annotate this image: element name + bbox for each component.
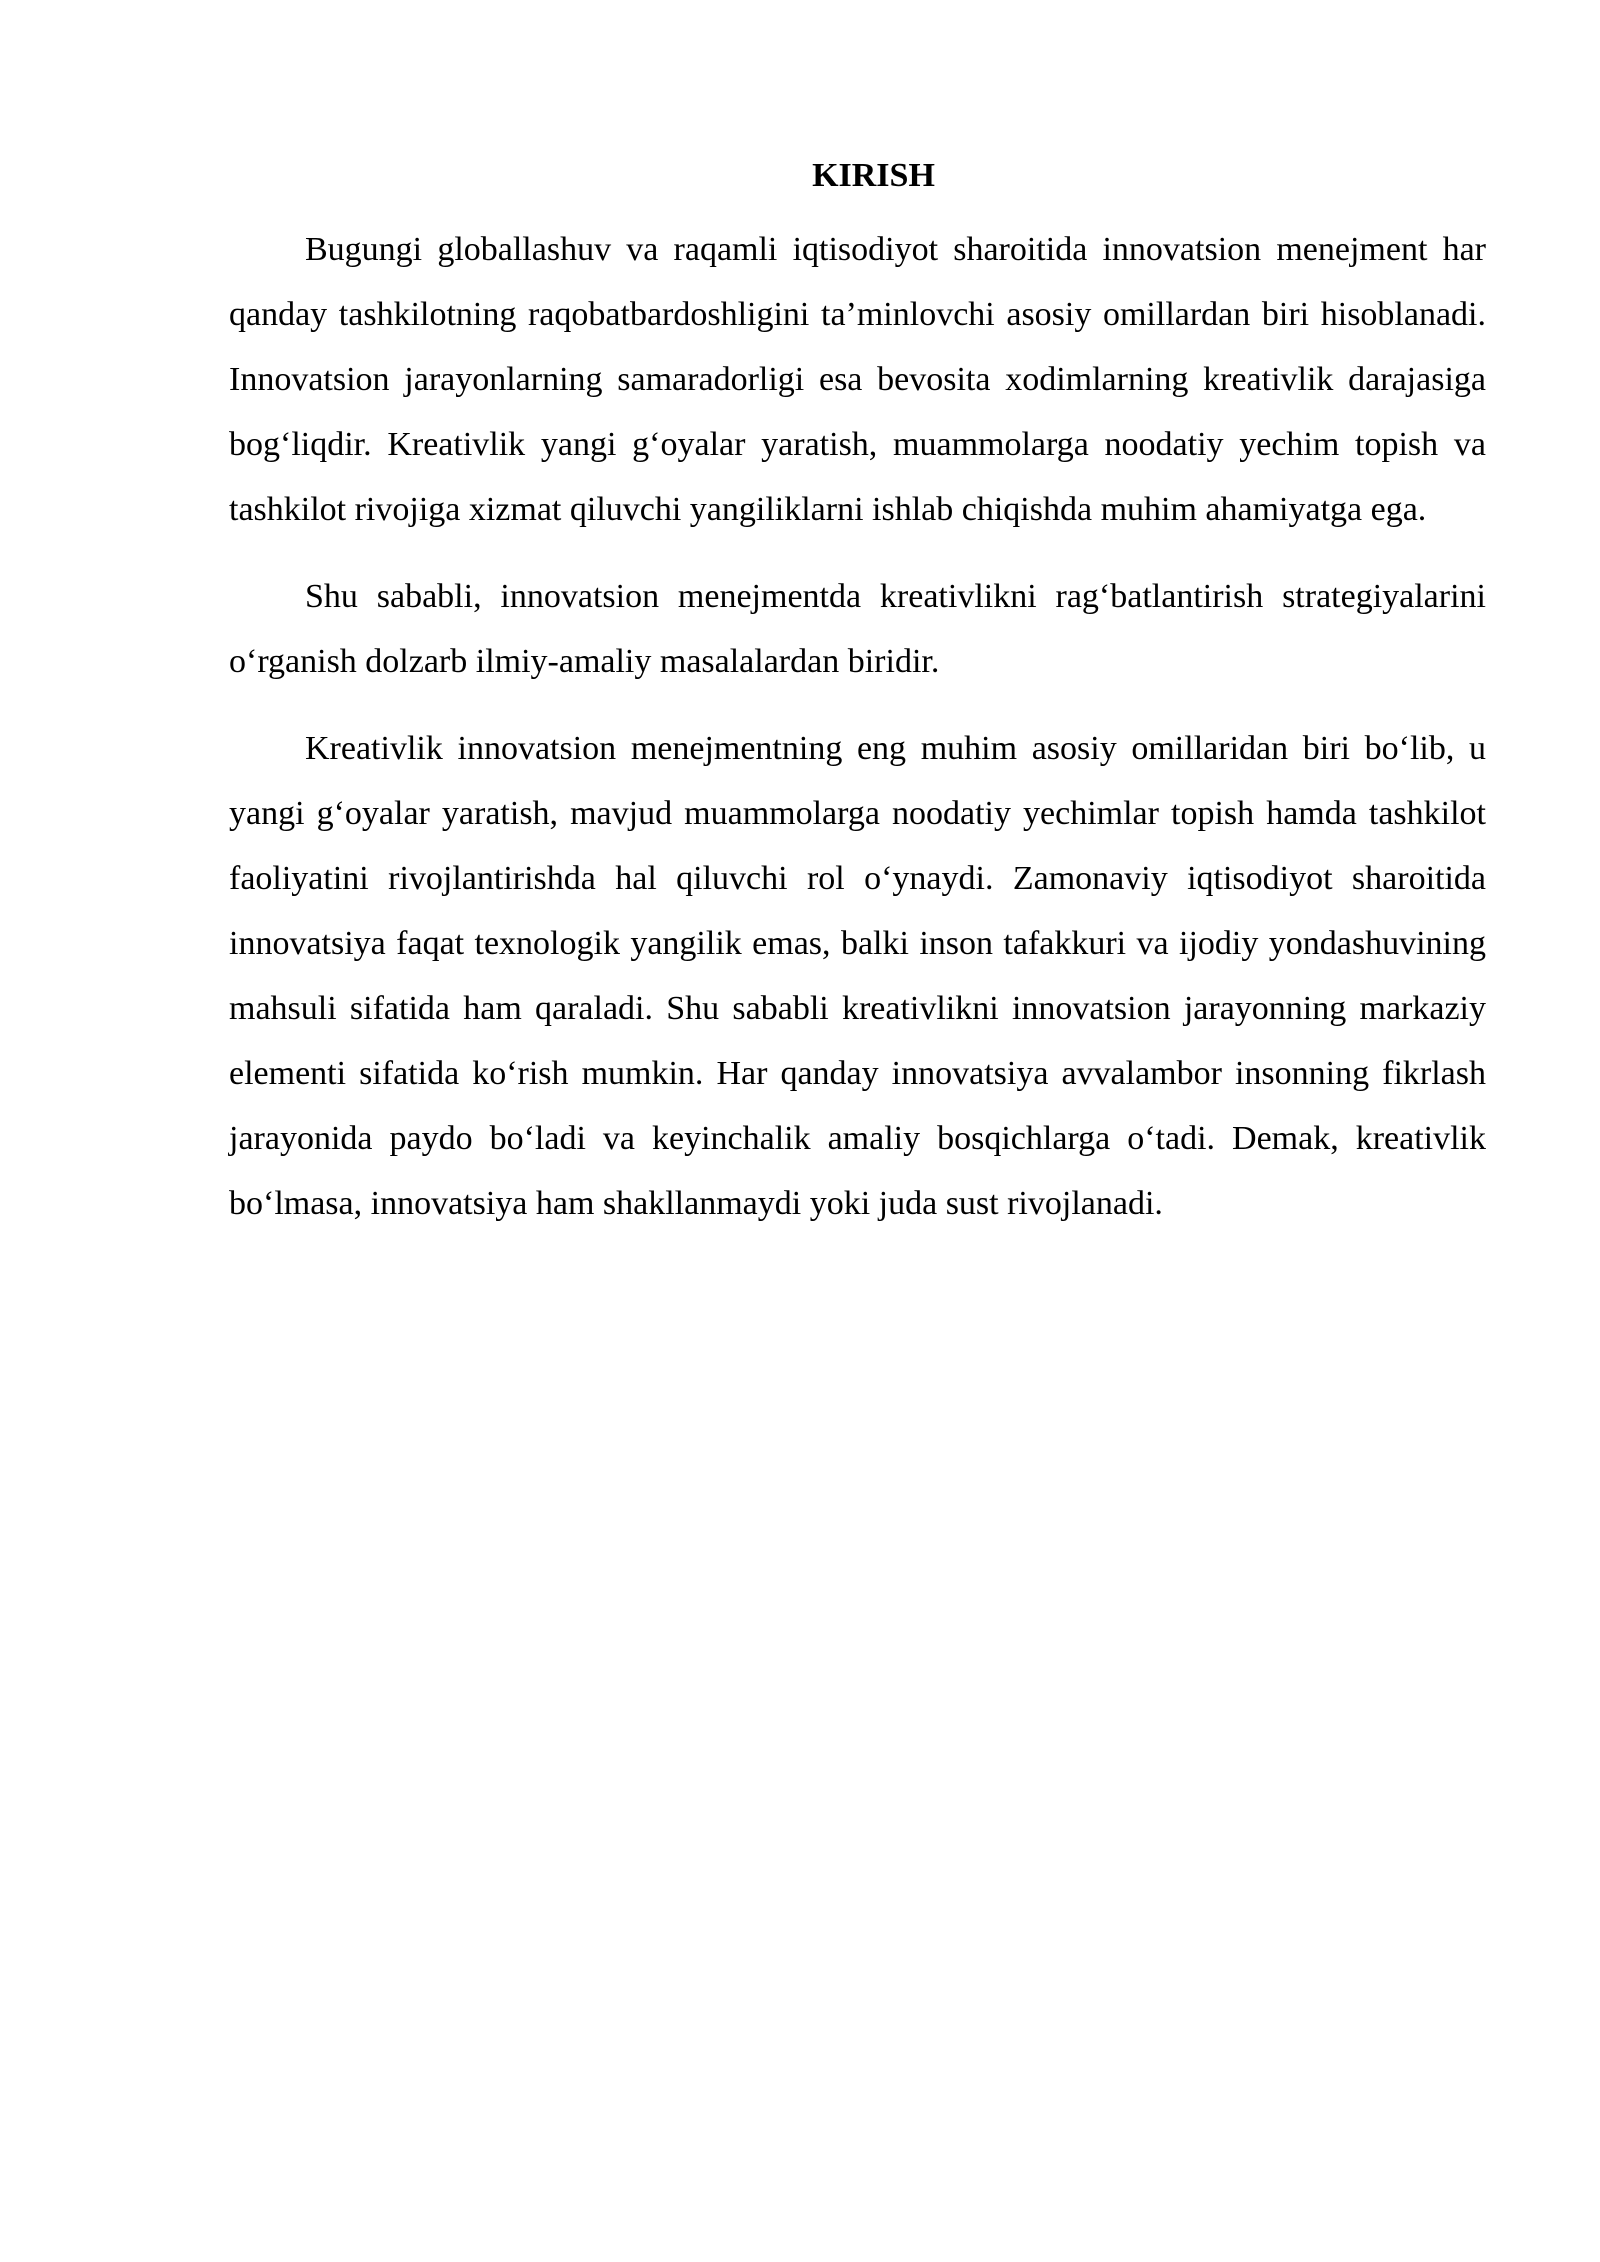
paragraph-2: Shu sababli, innovatsion menejmentda kreativlikni rag‘batlantirish strategiyalarini o‘rganish dolzarb ilmiy-amaliy masalalardan biridir. [229, 578, 1486, 680]
paragraph-3: Kreativlik innovatsion menejmentning eng muhim asosiy omillaridan biri bo‘lib, u yangi g‘oyalar yaratish, mavjud muammolarga noodatiy yechimlar topish hamda tashkilot faoliyatini rivojlantirishda hal qiluvchi rol o‘ynaydi. Zamonaviy iqtisodiyot sharoitida innovatsiya faqat texnologik yangilik emas, balki inson tafakkuri va ijodiy yondashuvining mahsuli sifatida ham qaraladi. Shu sababli kreativlikni innovatsion jarayonning markaziy elementi sifatida ko‘rish mumkin. Har qanday innovatsiya avvalambor insonning fikrlash jarayonida paydo bo‘ladi va keyinchalik amaliy bosqichlarga o‘tadi. Demak, kreativlik bo‘lmasa, innovatsiya ham shakllanmaydi yoki juda sust rivojlanadi. [229, 730, 1486, 1222]
paragraph-1: Bugungi globallashuv va raqamli iqtisodiyot sharoitida innovatsion menejment har qanday tashkilotning raqobatbardoshligini ta’minlovchi asosiy omillardan biri hisoblanadi. Innovatsion jarayonlarning samaradorligi esa bevosita xodimlarning kreativlik darajasiga bog‘liqdir. Kreativlik yangi g‘oyalar yaratish, muammolarga noodatiy yechim topish va tashkilot rivojiga xizmat qiluvchi yangiliklarni ishlab chiqishda muhim ahamiyatga ega. [229, 231, 1486, 528]
page-title: KIRISH [812, 157, 935, 194]
document-body [229, 217, 1486, 1236]
